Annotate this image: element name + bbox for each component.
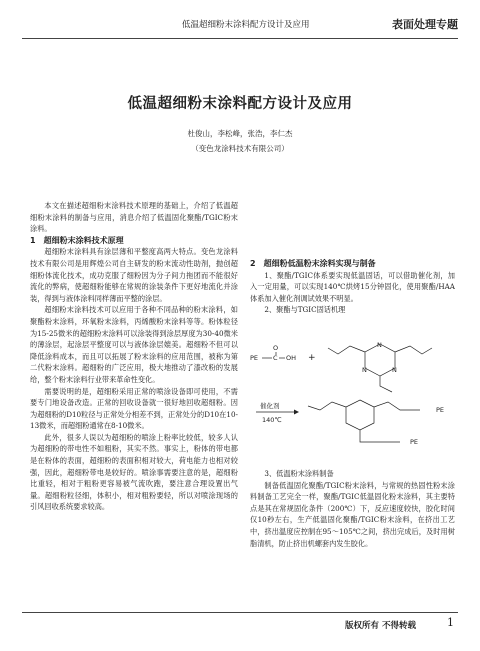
section-2-paragraph: 2、聚酯与TGIC固话机理: [264, 305, 346, 315]
section-1-paragraph: 超细粉末涂料技术可以应用于各种不同品种的粉末涂料，如聚酯粉末涂料，环氧粉末涂料，丙烯酸粉末涂料等等。粉体粒径为15-25微米的超细粉末涂料可以涂装得到涂层厚度为30-40微米的薄涂层，起涂层平整度可以与液体涂层媲美。超细粉不但可以降低涂料成本，而且可以拓展了粉末涂料的应用范围，被称为第二代粉末涂料。超细粉的广泛应用，极大地推动了漆改粉的发展给，整个粉末涂料行业带来革命性变化。: [30, 305, 238, 384]
abstract: 本文在描述超细粉末涂料技术原理的基础上，介绍了低温超细粉末涂料的制备与应用，消息介绍了低温固化聚酯/TGIC粉末涂料。: [30, 201, 238, 234]
atom-o-label: O: [273, 344, 279, 352]
temperature-label: 140℃: [262, 416, 282, 424]
section-2-paragraph: 1、聚酯/TGIC体系要实现低温固话，可以借助催化剂，加入一定用量，可以实现140℃烘烤15分钟固化，使用聚酯/HAA体系加入催化剂调试效果不明显。: [250, 270, 455, 303]
section-2-paragraph: 制备低温固化聚酯/TGIC粉末涂料，与常规的热固性粉末涂料制备工艺完全一样，聚酯/TGIC低温固化粉末涂料，其主要特点是其在常规固化条件（200℃）下，反应速度较快，胶化时间仅10秒左右，生产低温固化聚酯/TGIC粉末涂料，在挤出工艺中，挤出温度应控制在95～105℃之间，挤出完成后，及时用树脂清机，防止挤出机螺套内发生胶化。: [250, 480, 455, 548]
section-1-paragraph: 超细粉末涂料具有涂层薄和平整度高两大特点。变色龙涂料技术有限公司是用辉煌公司自主研发的粉末流动性助剂，抛创超细粉体流化技术，成功克服了细粉因为分子间力拖团而不能很好流化的弊病，使超细粉能够在常规的涂装条件下更好地流化并涂装，得到与液体涂料同样薄而平整的涂层。: [30, 247, 238, 303]
section-1-paragraph: 需要说明的是，超细粉采用正常的喷涂设备即可使用，不需要专门地设备改造。正常的回收设备就一很好地回收超细粉。因为超细粉的D10粒径与正常处分相差不到，正常处分的D10在10-13微米，而超细粉通常在8-10微米。: [30, 386, 238, 431]
article-affiliation: （变色龙涂料技术有限公司）: [191, 144, 289, 153]
running-footer: [22, 612, 458, 633]
copyright-notice: 版权所有 不得转载: [345, 621, 416, 631]
reaction-diagram: [250, 340, 460, 460]
pe-label: PE: [436, 406, 445, 414]
right-column-top: [250, 258, 455, 316]
svg-text:+: +: [308, 353, 316, 363]
section-1-paragraph: 此外，很多人误以为超细粉的喷涂上粉率比较低，较多人认为超细粉的带电性不如粗粉，其实不然。事实上，粉体的带电都是在粉体的表面，超细粉的表面积相对较大，荷电能力也相对较强，因此，超细粉带电是较好的。喷涂事需要注意的是，超细粉比重轻，相对于粗粉更容易被气流吹跑，要注意合理设置出气量。超细粉粒径细，体积小，相对粗粉要轻，所以对喷涂现场的引风回收系统要求较高。: [30, 432, 238, 512]
article-title: 低温超细粉末涂料配方设计及应用: [127, 95, 353, 112]
right-column-bottom: [250, 468, 455, 549]
running-header: [22, 8, 458, 39]
atom-n-label: N: [362, 366, 367, 374]
pe-label: PE: [410, 438, 419, 446]
atom-c-label: C: [273, 354, 278, 362]
section-2-paragraph: 3、低温粉末涂料制备: [264, 469, 334, 478]
article-authors: 杜俊山，李松峰，张浩，李仁杰: [187, 129, 293, 138]
atom-n-label: N: [392, 366, 397, 374]
page-number: 1: [447, 616, 454, 629]
section-1-heading: 1 超细粉末涂料技术原理: [30, 235, 124, 245]
header-section: 表面处理专题: [392, 18, 458, 31]
header-journal-title: 低温超细粉末涂料配方设计及应用: [182, 20, 310, 30]
section-2-heading: 2 超细粉低温粉末涂料实现与制备: [250, 259, 376, 268]
catalyst-label: 催化剂: [260, 402, 280, 410]
atom-n-label: N: [377, 341, 382, 349]
atom-oh-label: OH: [286, 354, 297, 362]
pe-label: PE: [250, 354, 259, 362]
left-column: [30, 200, 238, 513]
